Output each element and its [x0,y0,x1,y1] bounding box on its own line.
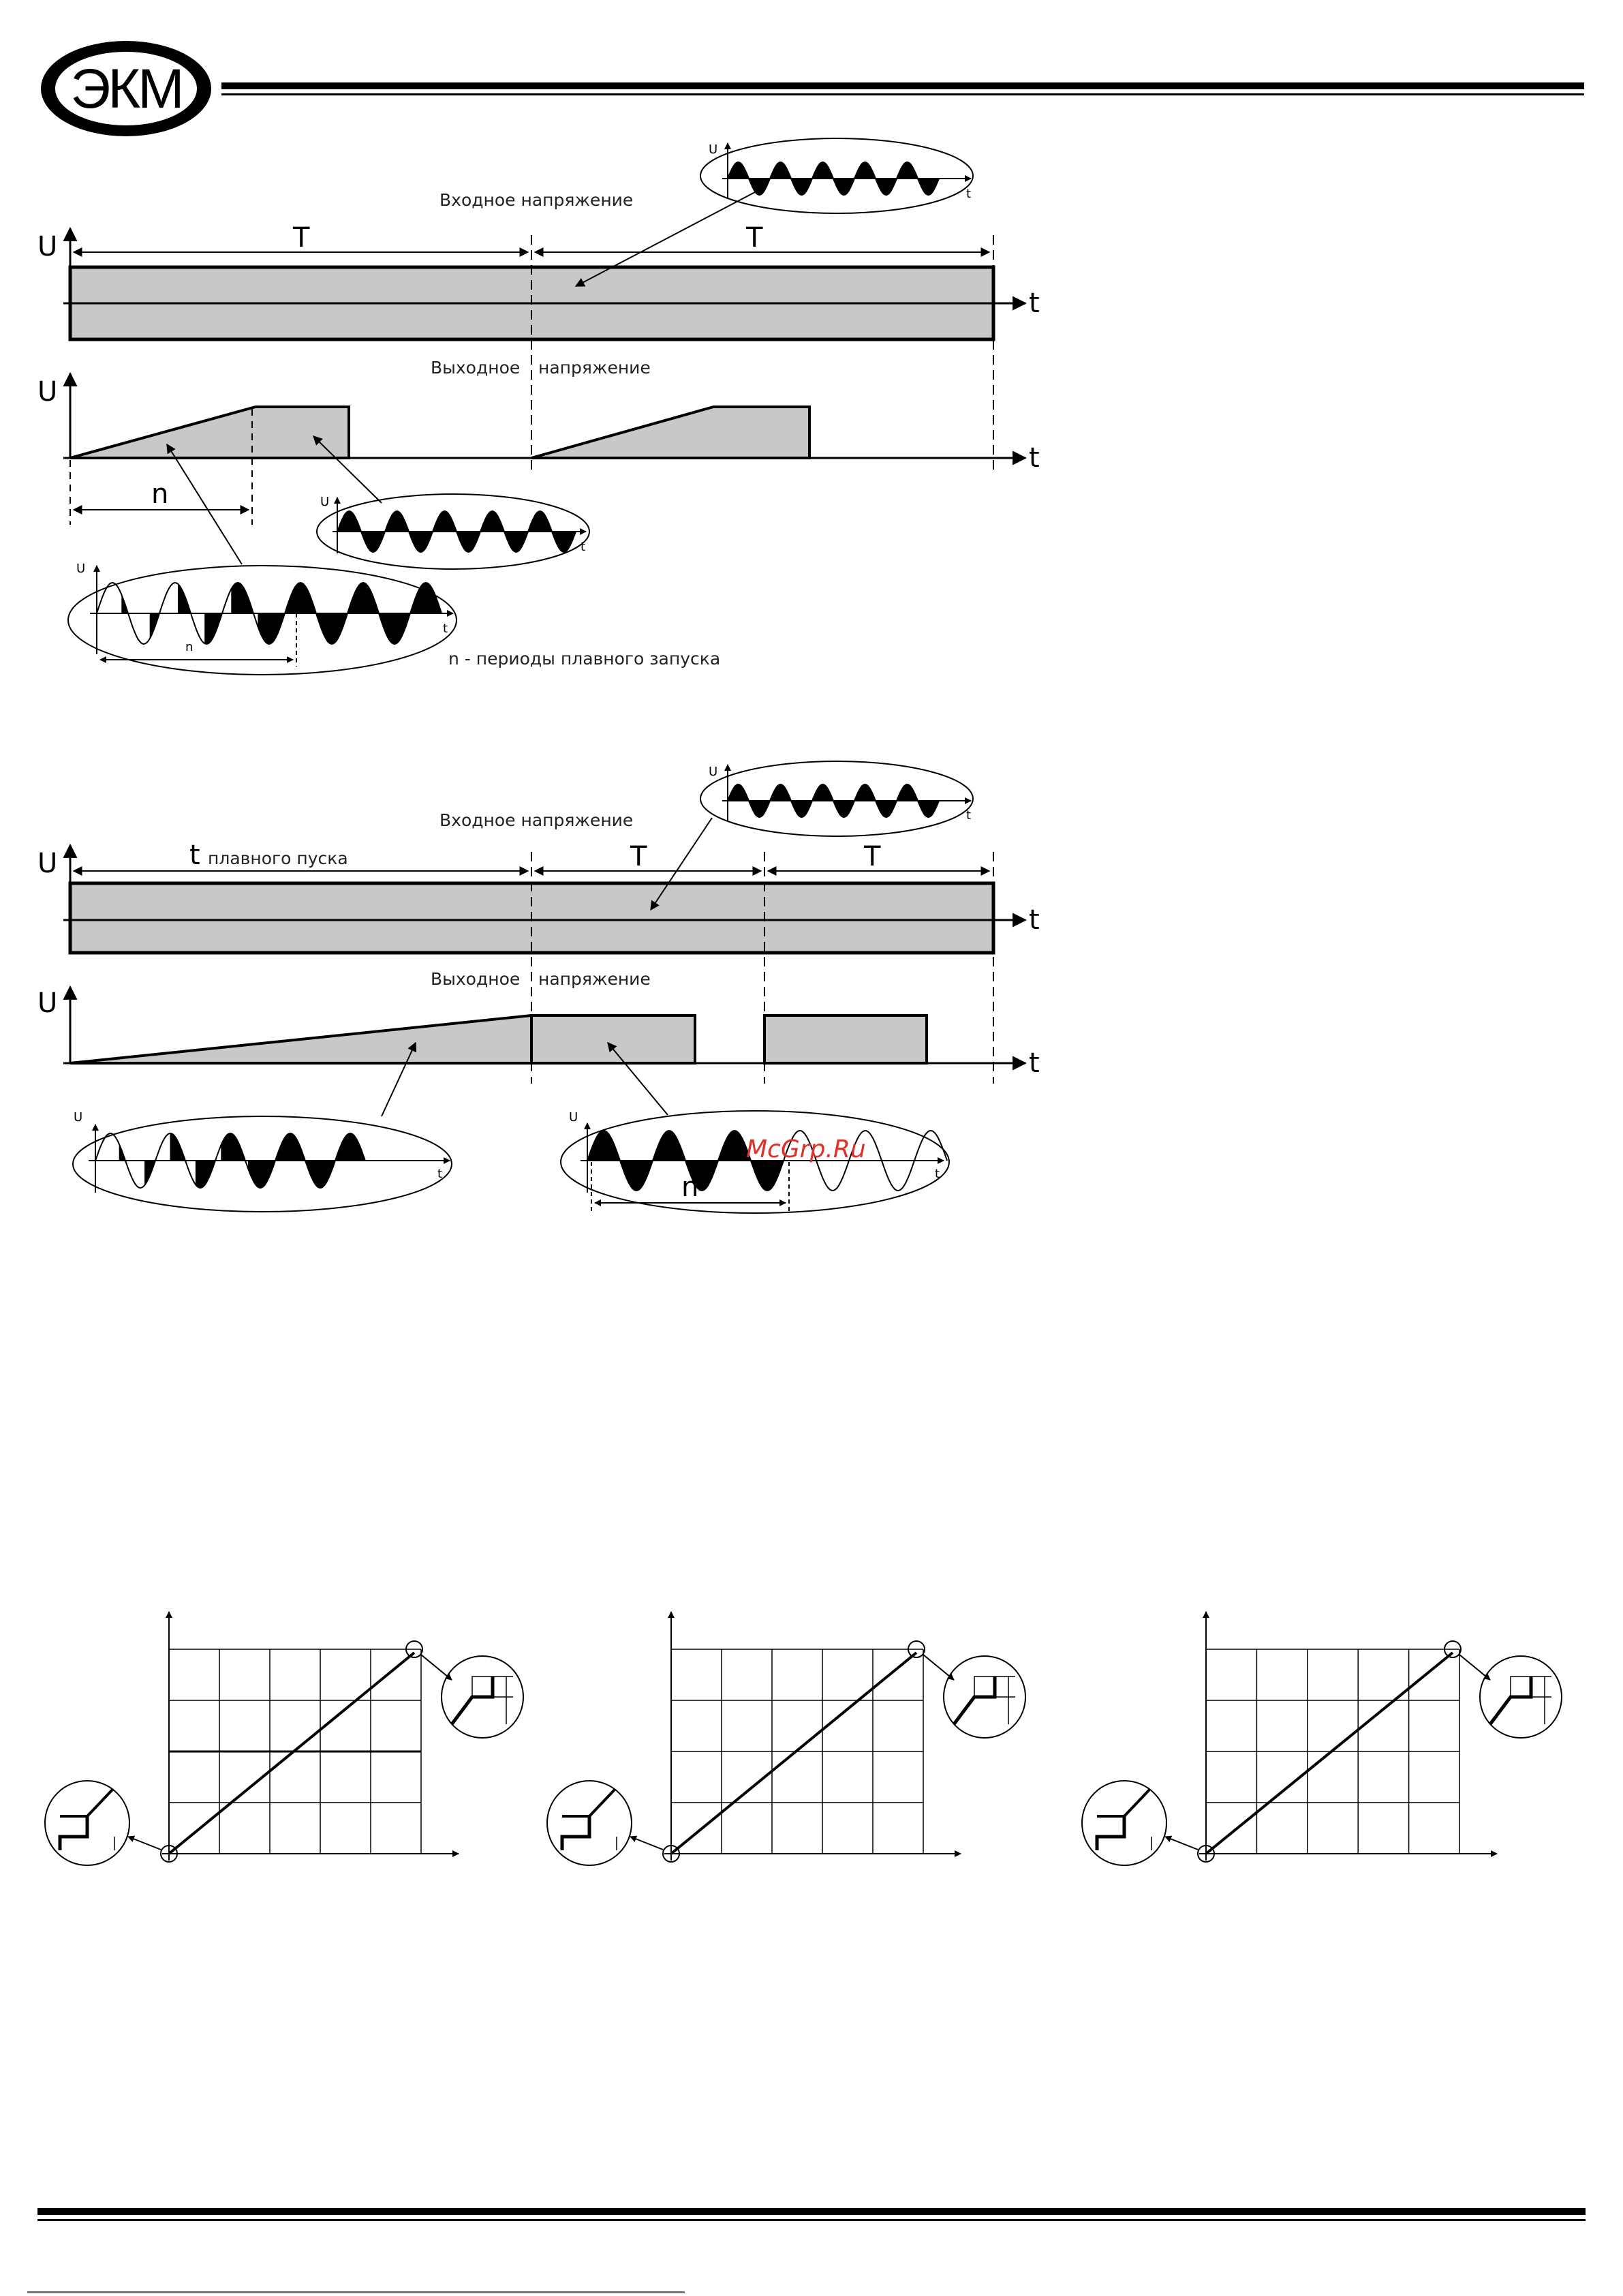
period-2-label: T [746,222,763,254]
inset2-input-t: t [966,808,972,823]
inset2-burst-u: U [569,1110,578,1124]
output2-t-label: t [1029,1047,1040,1079]
output2-label-a: Выходное [431,969,521,989]
inset2-softstart-t: t [437,1167,443,1181]
watermark: McGrp.Ru [746,1135,866,1163]
inset2-input-u: U [709,765,718,779]
header-rule-thin [221,93,1584,95]
output-ramp-2 [531,407,809,458]
footer-rule-thick [37,2208,1586,2215]
footer-bottom-line [27,2291,685,2293]
inset-full-u: U [320,495,330,509]
footer-rule-thin [37,2219,1586,2221]
period2-1-label: T [630,841,647,872]
linear-chart-3 [1082,1612,1562,1865]
characteristic-line [169,1653,414,1854]
output2-u-label: U [37,988,58,1019]
footer [27,2208,1586,2293]
zoom-top-pointer [923,1655,954,1680]
inset-input-t: t [966,187,972,201]
characteristic-line [1206,1653,1453,1854]
output-u-label: U [37,376,58,408]
inset-n-label: n [185,640,194,654]
input-t-label: t [1029,288,1040,319]
period-1-label: T [293,222,310,254]
zoom-top-pointer [421,1655,452,1680]
logo-text: ЭКМ [70,58,182,120]
inset-softstart-u: U [76,562,86,576]
softstart-label: плавного пуска [208,848,348,868]
inset-input-u: U [709,142,718,157]
output2-ramp [70,1015,531,1063]
n-legend-note: n - периоды плавного запуска [448,649,721,669]
inset2-softstart-u: U [74,1110,83,1124]
diagram-1 [37,138,1040,675]
n-label: n [151,478,169,510]
linear-chart-1 [45,1612,523,1865]
header-rule-thick [221,82,1584,89]
output-ramp-1 [70,407,349,458]
inset-full-t: t [581,540,586,554]
output-label-b: напряжение [538,358,651,378]
zoom-origin-pointer [1165,1837,1198,1850]
characteristic-line [671,1653,916,1854]
input2-t-label: t [1029,904,1040,936]
zoom-origin-pointer [128,1837,161,1850]
zoom-top-pointer [1459,1655,1490,1680]
inset2-n-label: n [681,1172,699,1203]
output-label-a: Выходное [431,358,521,378]
header [41,41,1584,136]
inset2-burst-t: t [935,1167,940,1181]
linear-chart-2 [547,1612,1025,1865]
input-voltage-label: Входное напряжение [439,190,634,210]
input-u-label: U [37,231,58,262]
input2-voltage-label: Входное напряжение [439,810,634,830]
output-t-label: t [1029,442,1040,474]
output2-block-1 [531,1015,695,1063]
period2-2-label: T [864,841,881,872]
output2-label-b: напряжение [538,969,651,989]
input2-u-label: U [37,848,58,879]
softstart-t: t [189,840,200,871]
zoom-origin-pointer [630,1837,663,1850]
output2-block-2 [764,1015,927,1063]
inset-softstart-t: t [443,622,448,636]
pointer-softstart [167,444,242,564]
diagram-2 [37,761,1040,1214]
